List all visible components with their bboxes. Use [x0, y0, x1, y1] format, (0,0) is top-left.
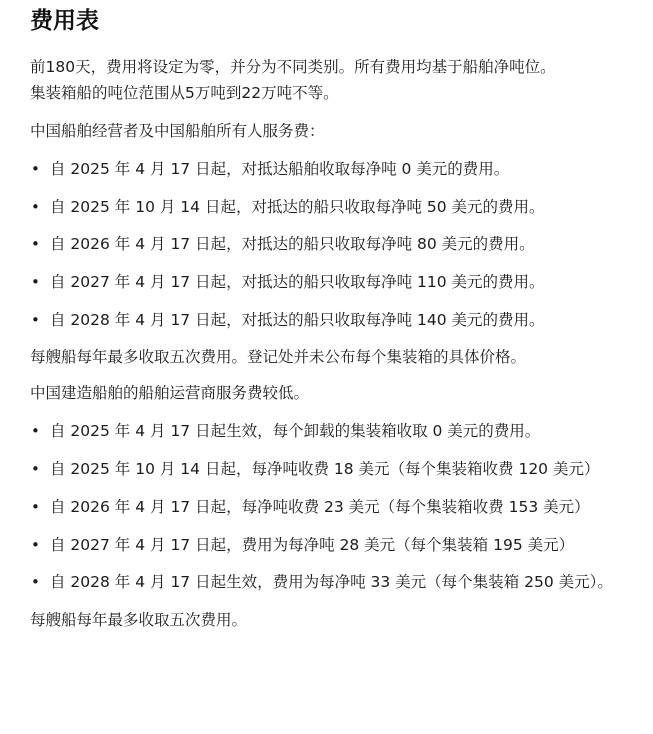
fee-list-chinese-operators [30, 156, 633, 333]
intro-paragraph [30, 54, 633, 106]
list-item [30, 269, 633, 295]
list-item [30, 418, 633, 444]
section-heading-chinese-built: 中国建造船舶的船舶运营商服务费较低。 [30, 384, 310, 403]
list-item [30, 569, 633, 595]
list-item-text: 自 2026 年 4 月 17 日起，每净吨收费 23 美元（每个集装箱收费 153 美元） [50, 497, 590, 516]
bullet-icon: • [31, 197, 40, 216]
bullet-icon: • [31, 535, 40, 554]
list-item [30, 494, 633, 520]
list-item-text: 自 2025 年 4 月 17 日起，对抵达船舶收取每净吨 0 美元的费用。 [50, 160, 510, 178]
list-item-text: 自 2028 年 4 月 17 日起生效，费用为每净吨 33 美元（每个集装箱 250 美元）。 [50, 573, 613, 592]
bullet-icon: • [31, 573, 40, 592]
list-item-text: 自 2025 年 4 月 17 日起生效，每个卸载的集装箱收取 0 美元的费用。 [50, 422, 541, 441]
intro-line: 前180天，费用将设定为零，并分为不同类别。所有费用均基于船舶净吨位。 [30, 58, 556, 76]
bullet-icon: • [31, 310, 40, 329]
bullet-icon: • [31, 497, 40, 516]
section-heading-chinese-operators: 中国船舶经营者及中国船舶所有人服务费： [30, 122, 325, 140]
bullet-icon: • [31, 235, 40, 254]
list-item-text: 自 2027 年 4 月 17 日起，对抵达的船只收取每净吨 110 美元的费用。 [50, 273, 545, 292]
list-item [30, 307, 633, 333]
bullet-icon: • [31, 460, 40, 479]
section-note-chinese-operators: 每艘船每年最多收取五次费用。登记处并未公布每个集装箱的具体价格。 [30, 348, 527, 367]
list-item [30, 532, 633, 558]
bullet-icon: • [31, 273, 40, 292]
intro-line: 集装箱船的吨位范围从5万吨到22万吨不等。 [30, 84, 339, 102]
list-item [30, 231, 633, 257]
list-item [30, 194, 633, 220]
bullet-icon: • [31, 160, 40, 178]
fee-list-chinese-built [30, 418, 633, 595]
section-note-chinese-built: 每艘船每年最多收取五次费用。 [30, 610, 248, 629]
list-item-text: 自 2025 年 10 月 14 日起，每净吨收费 18 美元（每个集装箱收费 120 美元） [50, 460, 600, 479]
list-item [30, 156, 633, 182]
list-item-text: 自 2026 年 4 月 17 日起，对抵达的船只收取每净吨 80 美元的费用。 [50, 235, 535, 254]
list-item-text: 自 2028 年 4 月 17 日起，对抵达的船只收取每净吨 140 美元的费用。 [50, 310, 545, 329]
list-item-text: 自 2027 年 4 月 17 日起，费用为每净吨 28 美元（每个集装箱 195 美元） [50, 535, 575, 554]
list-item [30, 456, 633, 482]
bullet-icon: • [31, 422, 40, 441]
list-item-text: 自 2025 年 10 月 14 日起，对抵达的船只收取每净吨 50 美元的费用。 [50, 197, 545, 216]
page-title: 费用表 [30, 8, 99, 34]
